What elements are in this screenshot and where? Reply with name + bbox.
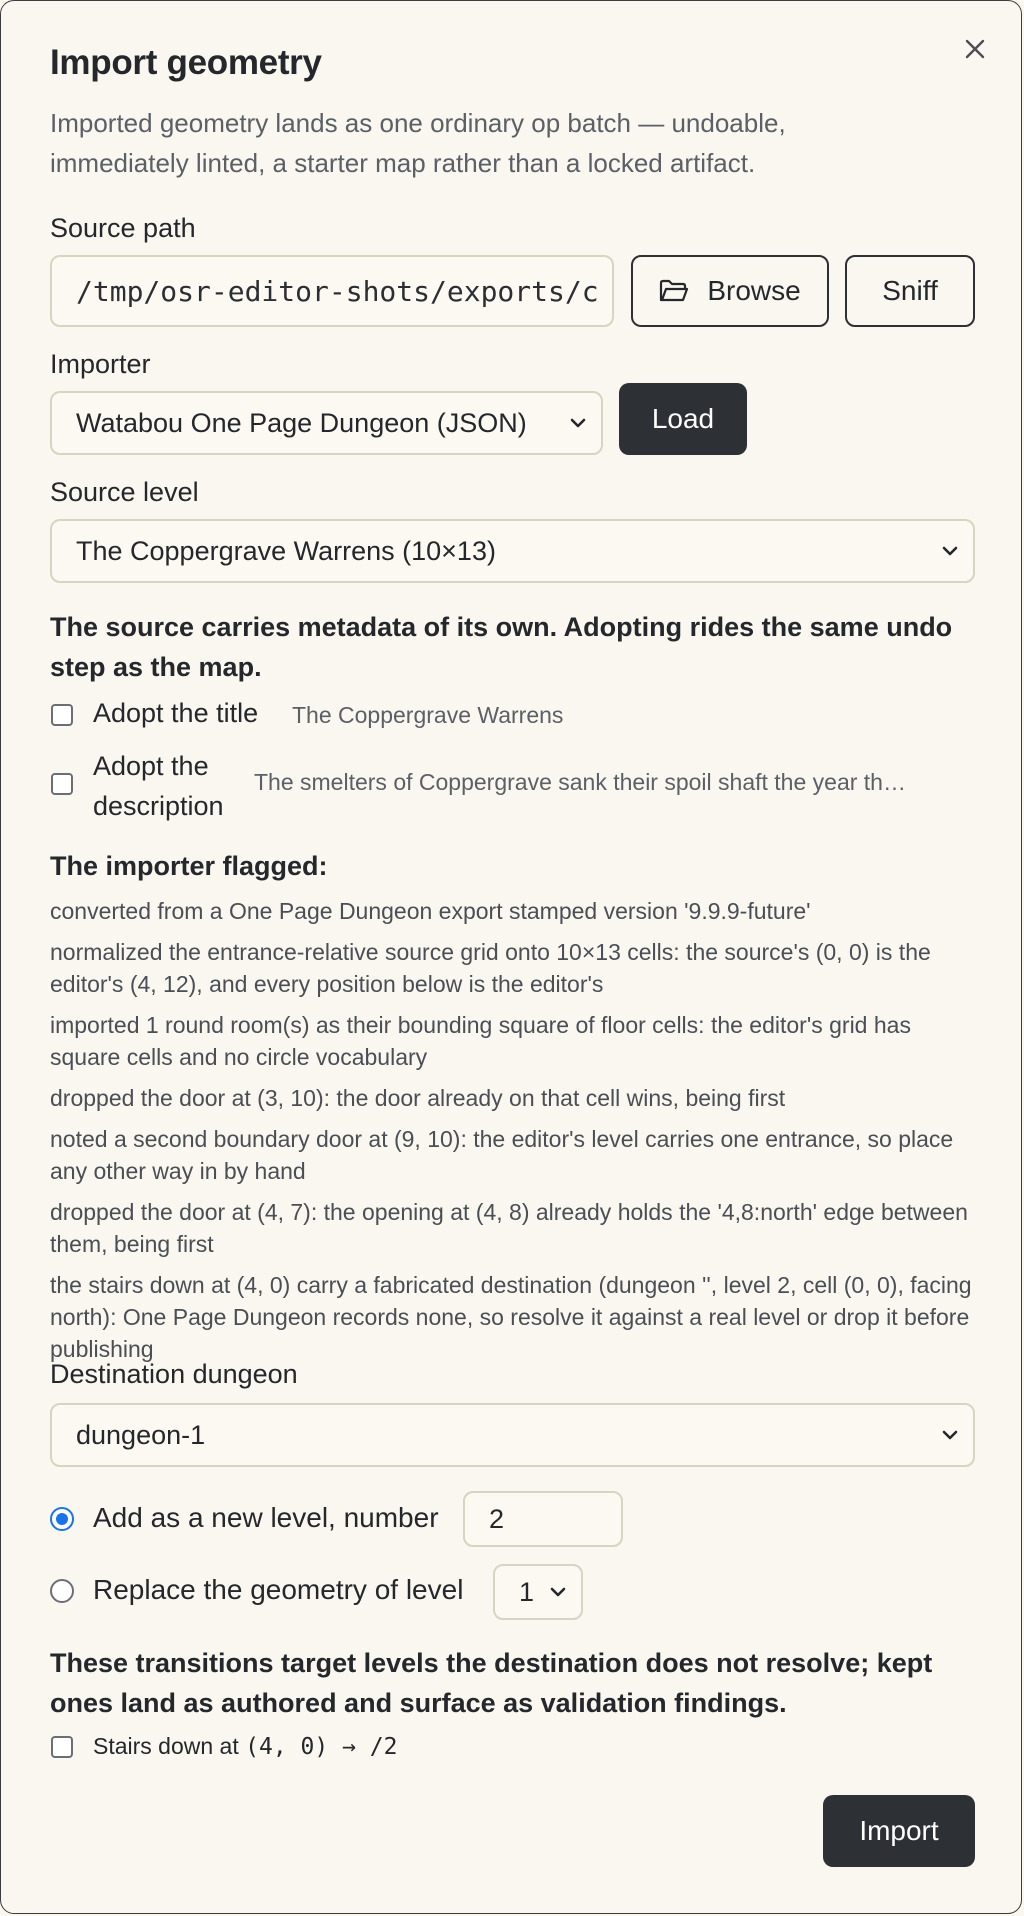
adopt-title-label: Adopt the title <box>93 698 259 728</box>
close-icon <box>964 38 986 60</box>
replace-level-label: Replace the geometry of level <box>93 1574 464 1605</box>
flag-item: the stairs down at (4, 0) carry a fabricated destination (dungeon '', level 2, cell (0, 0), facing north): One Page Dungeon records none, so resolve it against a real level or drop it before publishing <box>50 1272 972 1362</box>
chevron-down-icon <box>569 415 587 431</box>
replace-level-radio[interactable] <box>50 1579 74 1603</box>
metadata-heading: The source carries metadata of its own. Adopting rides the same undo step as the map. <box>50 612 953 682</box>
dialog-subtitle: Imported geometry lands as one ordinary op batch — undoable, immediately linted, a starter map rather than a locked artifact. <box>50 108 786 178</box>
adopt-description-label-line2: description <box>93 791 224 821</box>
adopt-description-value: The smelters of Coppergrave sank their spoil shaft the year th… <box>254 769 906 795</box>
folder-open-icon <box>659 279 689 303</box>
browse-button[interactable] <box>631 255 829 327</box>
importer-selected: Watabou One Page Dungeon (JSON) <box>76 407 527 438</box>
destination-select[interactable] <box>50 1403 975 1467</box>
transition-prefix: Stairs down at <box>93 1733 239 1759</box>
chevron-down-icon <box>941 1427 959 1443</box>
new-level-number-value: 2 <box>489 1503 505 1534</box>
sniff-label: Sniff <box>882 275 938 306</box>
flag-item: converted from a One Page Dungeon export stamped version '9.9.9-future' <box>50 898 811 924</box>
source-level-selected: The Coppergrave Warrens (10×13) <box>76 535 496 566</box>
importer-select[interactable] <box>50 391 603 455</box>
destination-selected: dungeon-1 <box>76 1419 206 1450</box>
adopt-title-checkbox[interactable] <box>51 704 73 726</box>
dialog-title: Import geometry <box>50 43 322 82</box>
transition-code: (4, 0) → /2 <box>245 1734 398 1760</box>
flag-item: normalized the entrance-relative source grid onto 10×13 cells: the source's (0, 0) is the editor's (4, 12), and every position below is the editor's <box>50 939 931 997</box>
source-path-value: /tmp/osr-editor-shots/exports/c <box>76 274 599 308</box>
source-path-label: Source path <box>50 213 196 243</box>
source-path-input[interactable] <box>50 255 614 327</box>
flag-item: dropped the door at (4, 7): the opening at (4, 8) already holds the '4,8:north' edge between them, being first <box>50 1199 968 1257</box>
load-button[interactable] <box>619 383 747 455</box>
source-level-select[interactable] <box>50 519 975 583</box>
adopt-description-label-line1: Adopt the <box>93 751 209 781</box>
flags-list[interactable] <box>50 895 980 1362</box>
load-label: Load <box>651 403 715 434</box>
import-button[interactable] <box>823 1795 975 1867</box>
flags-heading: The importer flagged: <box>50 851 328 881</box>
destination-label: Destination dungeon <box>50 1359 298 1389</box>
importer-label: Importer <box>50 349 151 379</box>
source-level-label: Source level <box>50 477 199 507</box>
flag-item: noted a second boundary door at (9, 10): the editor's level carries one entrance, so place any other way in by hand <box>50 1126 954 1184</box>
transition-checkbox[interactable] <box>51 1736 73 1758</box>
adopt-description-checkbox[interactable] <box>51 773 73 795</box>
replace-level-value: 1 <box>519 1576 535 1607</box>
chevron-down-icon <box>941 543 959 559</box>
transition-label <box>93 1733 397 1760</box>
replace-level-select[interactable] <box>493 1564 583 1620</box>
flag-item: imported 1 round room(s) as their bounding square of floor cells: the editor's grid has square cells and no circle vocabulary <box>50 1012 911 1070</box>
new-level-label: Add as a new level, number <box>93 1502 439 1533</box>
new-level-radio[interactable] <box>50 1507 74 1531</box>
import-label: Import <box>859 1815 939 1846</box>
transitions-heading: These transitions target levels the destination does not resolve; kept ones land as authored and surface as validation findings. <box>50 1648 933 1718</box>
new-level-number-input[interactable] <box>463 1491 623 1547</box>
close-button[interactable] <box>959 33 991 65</box>
browse-label: Browse <box>707 275 801 306</box>
adopt-title-value: The Coppergrave Warrens <box>292 702 564 728</box>
adopt-description-label <box>93 746 224 826</box>
sniff-button[interactable] <box>845 255 975 327</box>
chevron-down-icon <box>549 1584 567 1600</box>
flag-item: dropped the door at (3, 10): the door already on that cell wins, being first <box>50 1085 786 1111</box>
